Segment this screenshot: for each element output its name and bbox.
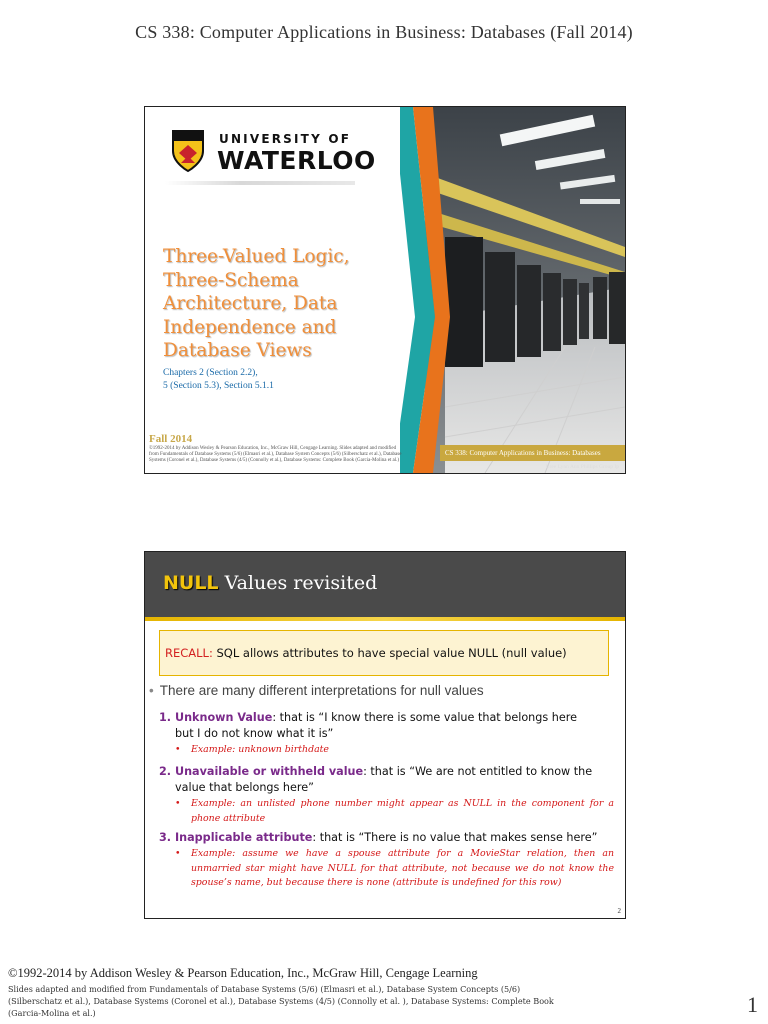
crest-icon [171, 129, 205, 173]
example-text: • Example: unknown birthdate [159, 743, 614, 758]
item-term: Inapplicable attribute [175, 831, 313, 844]
sources-note: Slides adapted and modified from Fundamentals of Database Systems (5/6) (Elmasri et al.), Database System Concepts (5/6) (Silberschatz et al.), Database Systems (Coronel et al.), Database Systems (4/5) (Connolly et al. ), Database Systems: Complete Book (Garcia-Molina et al.) [8, 984, 554, 1018]
list-item [159, 830, 614, 891]
page-number: 1 [747, 992, 758, 1017]
item-text-cont: value that belongs here” [175, 781, 314, 794]
title-panel [145, 107, 400, 473]
slide-title [163, 572, 377, 594]
null-values-slide [144, 551, 626, 919]
header-rule [145, 617, 625, 621]
logo-waterloo: WATERLOO [217, 146, 376, 175]
list-item [159, 710, 614, 758]
title-rest: Values revisited [218, 572, 378, 594]
bullet-icon: • [175, 848, 181, 859]
title-keyword: NULL [163, 572, 219, 594]
slide-header-bar [145, 552, 625, 617]
slide-title: Three-Valued Logic, Three-Schema Architecture, Data Independence and Database Views [163, 246, 350, 361]
recall-label: RECALL: [165, 646, 213, 660]
example-text: • Example: an unlisted phone number might appear as NULL in the component for a phone attribute [175, 798, 614, 824]
term-label: Fall 2014 [149, 433, 193, 445]
item-text-cont: but I do not know what it is” [175, 727, 334, 740]
course-footer-band: CS 338: Computer Applications in Business: Databases [440, 445, 625, 461]
university-logo [171, 129, 376, 181]
bullet-icon: • [175, 744, 181, 755]
item-text: : that is “We are not entitled to know the [363, 765, 593, 778]
item-number: 1. [159, 711, 172, 724]
copyright-line: ©1992-2014 by Addison Wesley & Pearson Education, Inc., McGraw Hill, Cengage Learning [8, 966, 478, 980]
item-term: Unknown Value [175, 711, 273, 724]
item-number: 3. [159, 831, 172, 844]
slide-page-number: 2 [617, 907, 621, 915]
logo-university-of: UNIVERSITY OF [219, 132, 352, 146]
title-slide [144, 106, 626, 474]
photo-credit: Bree Lynn Ann Phillips Group Ip [545, 464, 619, 470]
slide-fine-print: ©1992-2014 by Addison Wesley & Pearson Education, Inc., McGraw Hill, Cengage Learning. Slides adapted and modified from Fundamentals of Database Systems (5/6) (Elmasri et al.), Database System Concepts (5/6) (Silberschatz et al.), Database Systems (Coronel et al.), Database Systems (4/5) (Connolly et al.), Database Systems: Complete Book (Garcia-Molina et al.) [149, 446, 402, 464]
bullet-icon: • [149, 683, 154, 698]
item-term: Unavailable or withheld value [175, 765, 364, 778]
recall-text: SQL allows attributes to have special value NULL (null value) [212, 646, 567, 660]
example-text: • Example: assume we have a spouse attribute for a MovieStar relation, then an unmarried star might have NULL for that attribute, not because we do not know the spouse’s name, but because there is none (attribute is undefined for this row) [175, 848, 614, 888]
item-text: : that is “There is no value that makes sense here” [312, 831, 598, 844]
main-bullet-text: There are many different interpretations for null values [159, 683, 484, 698]
document-header: CS 338: Computer Applications in Business: Databases (Fall 2014) [135, 22, 633, 42]
logo-divider [165, 181, 355, 185]
list-item [159, 764, 614, 826]
bullet-icon: • [175, 798, 181, 809]
chapters-text: Chapters 2 (Section 2.2), 5 (Section 5.3), Section 5.1.1 [163, 368, 274, 391]
item-text: : that is “I know there is some value that belongs here [272, 711, 577, 724]
main-bullet [149, 683, 484, 698]
item-number: 2. [159, 765, 172, 778]
recall-box [159, 630, 609, 676]
